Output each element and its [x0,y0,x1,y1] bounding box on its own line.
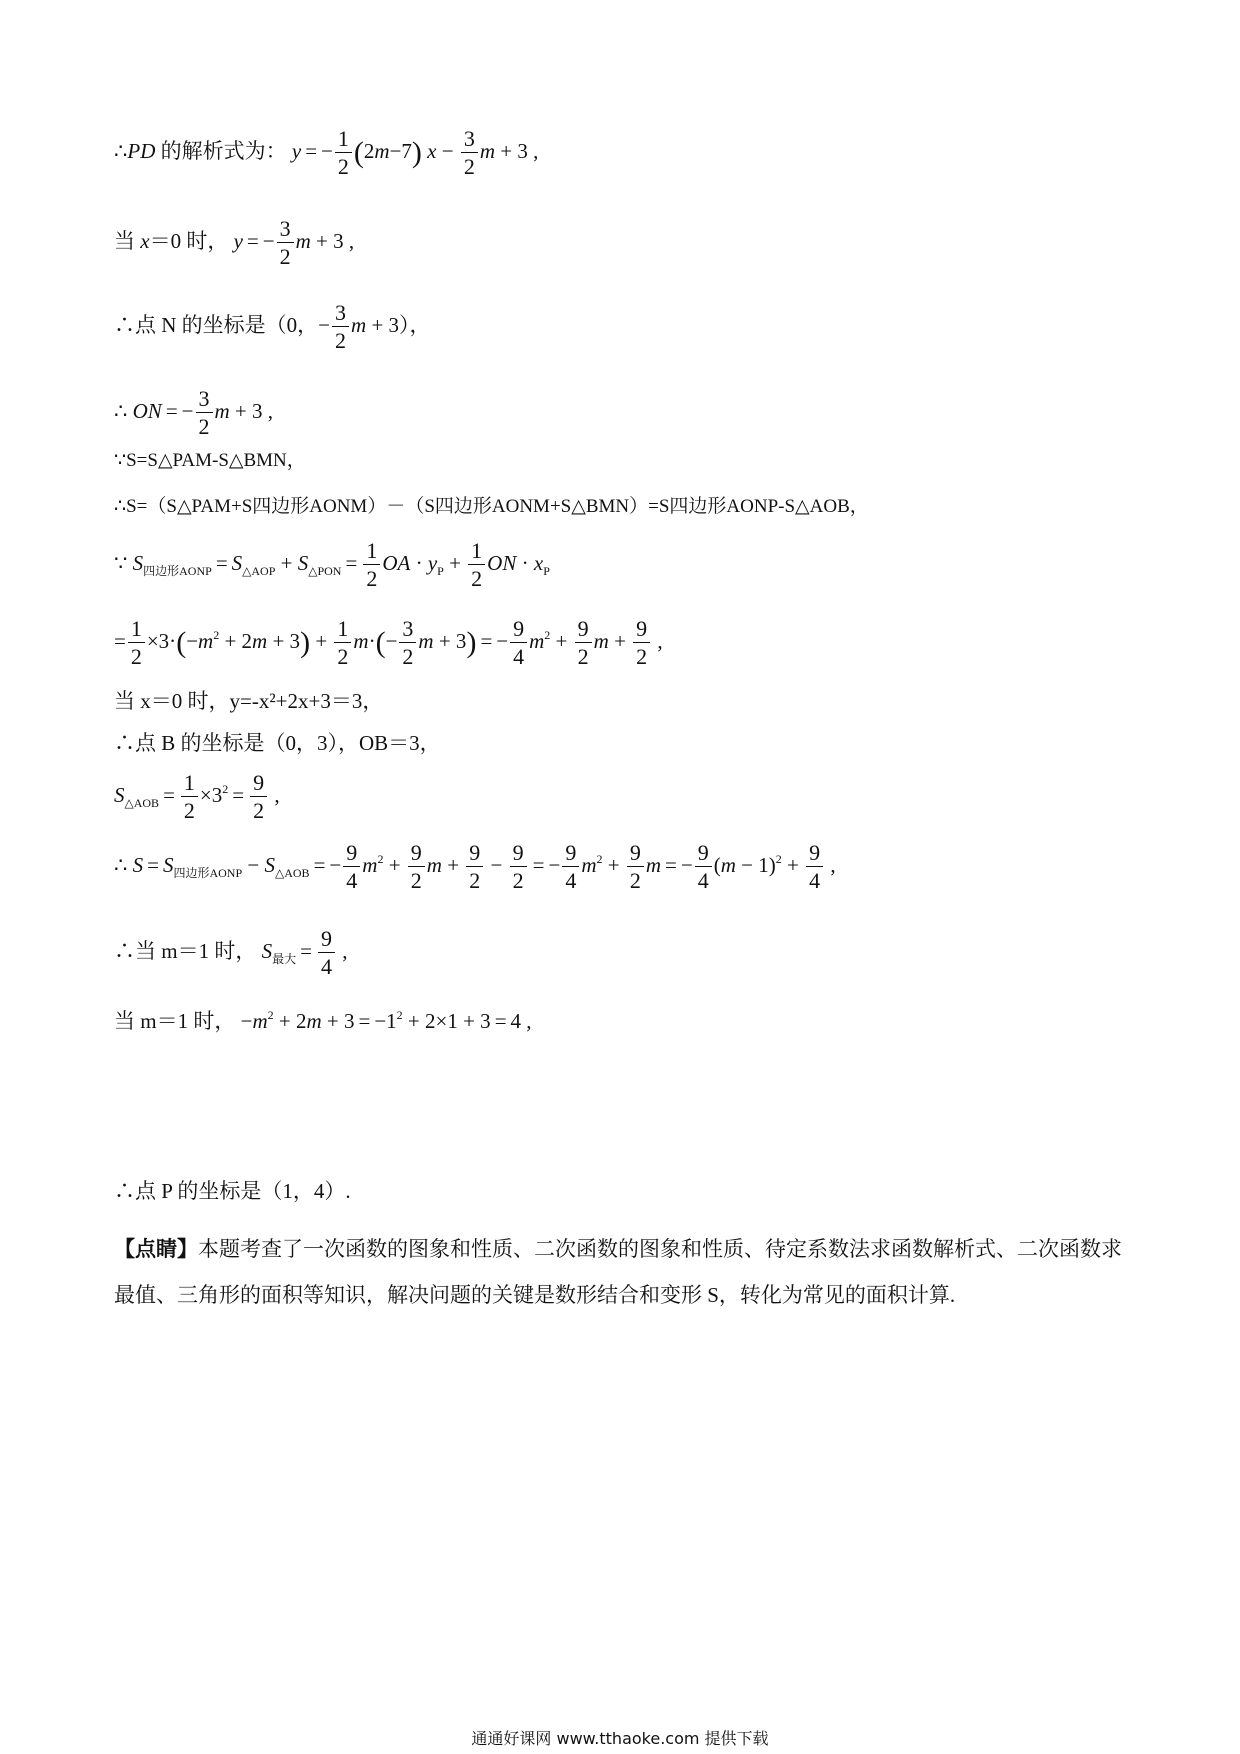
s-definition-line: ∵S=S△PAM-S△BMN， [114,450,306,471]
dianjing-note [114,1226,1134,1318]
line-text: 时， [181,228,229,253]
therefore-symbol: ∴ [114,138,128,163]
line-text: ）， [399,312,431,337]
quad-area-line: ∵ $S_{四边形AONP} = S_{\triangle AOP} + S_{\triangle PON}$ = $\frac{1}{2}$ OA · $y_P$ + $\frac{1}{2}$ ON · $x_P$ [114,538,550,591]
on-line: ∴ ON = − $\frac{3}{2}$ m + 3 , [114,386,274,439]
point-b-line: ∴点 B 的坐标是（0，3），OB＝3， [114,731,441,755]
page-footer: 通通好课网 www.tthaoke.com 提供下载 [471,1729,769,1748]
note-label: 【点睛】 [114,1237,198,1261]
x0-b-line: 当 x＝0 时，y=-x²+2x+3＝3， [114,689,384,713]
s-transform-line: ∴S=（S△PAM+S四边形AONM）－（S四边形AONM+S△BMN）=S四边形AONP-S△AOB， [114,496,869,517]
line-text: ∴点 N 的坐标是（0， [114,312,319,337]
point-n-line: ∴点 N 的坐标是（0，− $\frac{3}{2}$ m + 3）， [114,300,431,353]
point-p-line: ∴点 P 的坐标是（1，4）. [114,1179,351,1203]
line-text: 当 [114,228,141,253]
line-label-pd: PD [127,138,156,163]
s-expression-line: ∴ $S = S_{四边形AONP} - S_{\triangle AOB}$ = − $\frac{9}{4}$ $m^2$ + $\frac{9}{2}$ m + $\frac{9}{2}$ − $\frac{9}{2}$ = − $\frac{9}{4}$ $m^2$ + $\frac{9}{2}$ m = − $\frac{9}{4}$ $(m - 1)^2$ + $\frac{9}{4}$ , [114,840,836,893]
line-text: ∴当 m＝1 时， [114,938,257,963]
equation-x0-line: 当 x＝0 时， y = − $\frac{3}{2}$ m + 3 , [114,216,355,269]
note-text: 本题考查了一次函数的图象和性质、二次函数的图象和性质、待定系数法求函数解析式、二次函数求最值、三角形的面积等知识，解决问题的关键是数形结合和变形 S，转化为常见的面积计算. [114,1237,1122,1307]
m-equals-one-line: 当 m＝1 时， $-m^2 + 2m + 3 = -1^2 + 2\times 1 + 3 = 4$ , [114,1008,532,1033]
triangle-aob-area-line: $S_{\triangle AOB}$ = $\frac{1}{2}$ $\times 3^2$ = $\frac{9}{2}$ , [114,770,280,823]
equation-pd-line: ∴PD 的解析式为： y = − $\frac{1}{2}$ (2m−7) x − $\frac{3}{2}$ m + 3 , [114,126,539,179]
s-max-line: ∴当 m＝1 时， $S_{最大}$ = $\frac{9}{4}$ , [114,926,348,979]
line-text: 当 m＝1 时， [114,1009,236,1033]
therefore-symbol: ∴ [114,398,128,423]
line-text: 的解析式为： [155,138,287,163]
quad-area-expansion-line: = $\frac{1}{2}$ $\times 3\cdot(-m^2 + 2m + 3)$ + $\frac{1}{2}$ m·(− $\frac{3}{2}$ m + 3) = − $\frac{9}{4}$ $m^2$ + $\frac{9}{2}$ m + $\frac{9}{2}$ , [114,616,663,669]
